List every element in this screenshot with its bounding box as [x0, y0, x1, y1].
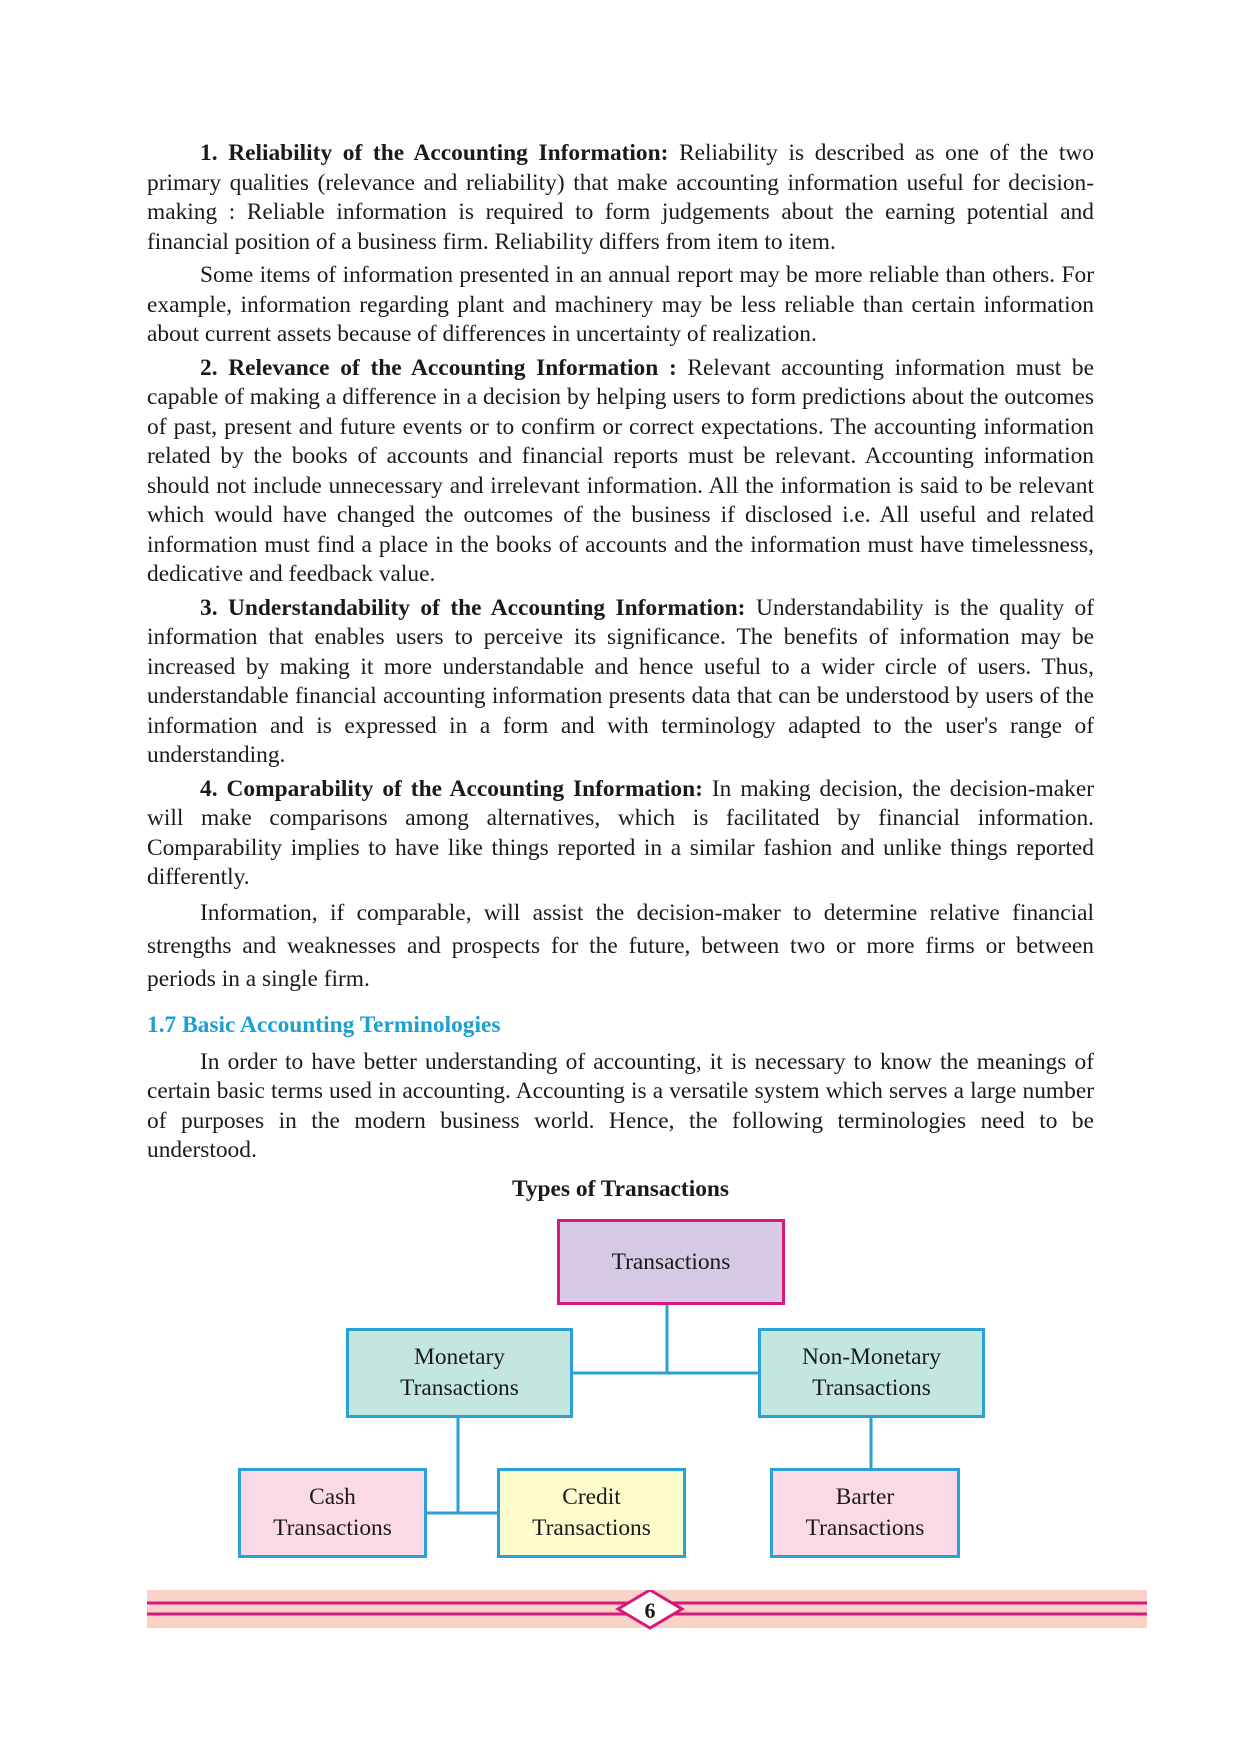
- paragraph-reliability-example: Some items of information presented in an annual report may be more reliable than others. For example, information regarding plant and machinery may be less reliable than certain information about current assets because of differences in uncertainty of realization.: [147, 262, 1094, 347]
- node-cash-transactions: [238, 1468, 427, 1558]
- node-credit-transactions: [497, 1468, 686, 1558]
- node-monetary-line2: Transactions: [400, 1375, 519, 1401]
- node-credit-line2: Transactions: [532, 1515, 651, 1541]
- node-transactions: [557, 1219, 785, 1305]
- node-cash-line1: Cash: [309, 1484, 356, 1510]
- node-nonmonetary-line1: Non-Monetary: [801, 1344, 941, 1370]
- node-credit-line1: Credit: [562, 1484, 621, 1510]
- node-cash-line2: Transactions: [273, 1515, 392, 1541]
- diagram-title: Types of Transactions: [511, 1176, 730, 1202]
- node-credit-label: [532, 1482, 651, 1544]
- section-intro: In order to have better understanding of accounting, it is necessary to know the meanings of certain basic terms used in accounting. Accounting is a versatile system which serves a large number of purposes in the modern business world. Hence, the following terminologies need to be understood.: [147, 1048, 1094, 1163]
- node-barter-transactions: [770, 1468, 960, 1558]
- node-nonmonetary-line2: Transactions: [812, 1375, 931, 1401]
- section-heading: 1.7 Basic Accounting Terminologies: [147, 1011, 501, 1038]
- heading-understandability: 3. Understandability of the Accounting Information:: [200, 594, 746, 621]
- text-relevance: Relevant accounting information must be capable of making a difference in a decision by helping users to form predictions about the outcomes of past, present and future events or to confirm or correct expectations. The accounting information related by the books of accounts and financial reports must be relevant. Accounting information should not include unnecessary and irrelevant information. All the information is said to be relevant which would have changed the outcomes of the business if disclosed i.e. All useful and related information must find a place in the books of accounts and the information must have timelessness, dedicative and feedback value.: [147, 354, 1094, 587]
- node-monetary-line1: Monetary: [414, 1344, 505, 1370]
- node-monetary-label: [400, 1342, 519, 1404]
- text-reliability: Reliability is described as one of the two primary qualities (relevance and reliability) that make accounting information useful for decision-making : Reliable information is required to form judgements about the earning potential and financial position of a business firm. Reliability differs from item to item.: [147, 140, 1094, 255]
- heading-reliability: 1. Reliability of the Accounting Information:: [200, 140, 669, 166]
- node-cash-label: [273, 1482, 392, 1544]
- page-number: 6: [644, 1598, 656, 1623]
- node-barter-line2: Transactions: [805, 1515, 925, 1541]
- node-nonmonetary-label: [802, 1342, 941, 1404]
- node-barter-label: [806, 1482, 925, 1544]
- node-nonmonetary-transactions: [758, 1328, 985, 1418]
- paragraph-comparability-benefit: Information, if comparable, will assist the decision-maker to determine relative financial strengths and weaknesses and prospects for the future, between two or more firms or between periods in a single firm.: [147, 899, 1094, 992]
- text-understandability: Understandability is the quality of information that enables users to perceive its significance. The benefits of information may be increased by making it more understandable and hence useful to a wider circle of users. Thus, understandable financial accounting information presents data that can be understood by users of the information and is expressed in a form and with terminology adapted to the user's range of understanding.: [147, 594, 1094, 768]
- heading-comparability: 4. Comparability of the Accounting Information:: [200, 775, 703, 802]
- text-comparability: In making decision, the decision-maker will make comparisons among alternatives, which is facilitated by financial information. Comparability implies to have like things reported in a similar fashion and unlike things reported differently.: [147, 775, 1094, 890]
- node-transactions-label: Transactions: [611, 1248, 731, 1275]
- node-barter-line1: Barter: [835, 1484, 895, 1510]
- heading-relevance: 2. Relevance of the Accounting Information :: [200, 354, 677, 381]
- node-monetary-transactions: [346, 1328, 573, 1418]
